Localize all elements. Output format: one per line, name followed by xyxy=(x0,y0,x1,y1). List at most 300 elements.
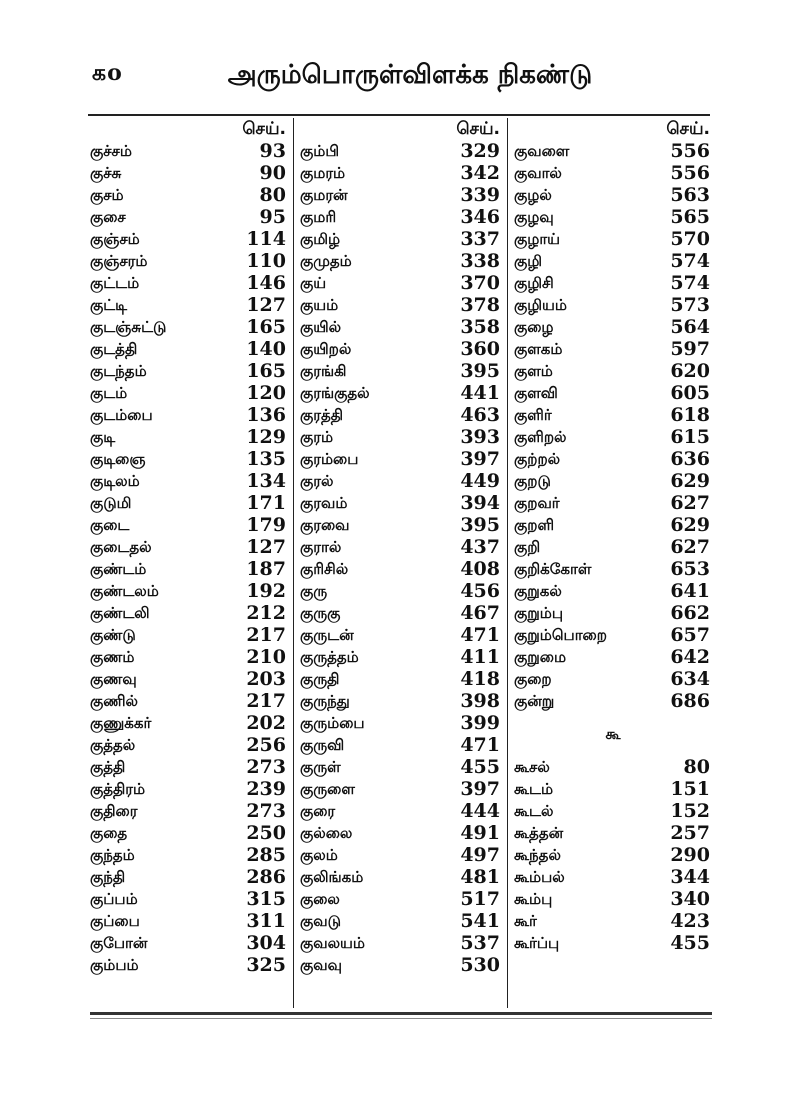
entry-verse-number: 398 xyxy=(460,690,500,712)
entry-verse-number: 455 xyxy=(460,756,500,778)
entry-verse-number: 418 xyxy=(460,668,500,690)
entry-verse-number: 342 xyxy=(460,162,500,184)
entry-verse-number: 340 xyxy=(670,888,710,910)
entry-word: குத்தல் xyxy=(90,736,136,754)
entry-word: குவடு xyxy=(300,912,341,930)
index-entry xyxy=(90,580,288,602)
entry-verse-number: 95 xyxy=(259,206,286,228)
entry-verse-number: 686 xyxy=(670,690,710,712)
entry-word: குவால் xyxy=(514,164,562,182)
entry-word: குண்டம் xyxy=(90,560,147,578)
entry-word: குமரன் xyxy=(300,186,348,204)
top-rule xyxy=(88,114,710,116)
entry-word: குலை xyxy=(300,890,340,908)
index-entry xyxy=(300,734,502,756)
entry-word: குருகு xyxy=(300,604,341,622)
entry-verse-number: 90 xyxy=(259,162,286,184)
index-entry xyxy=(90,624,288,646)
index-entry xyxy=(300,492,502,514)
entry-verse-number: 140 xyxy=(246,338,286,360)
entry-word: குருவி xyxy=(300,736,345,754)
entry-word: குறை xyxy=(514,670,552,688)
index-entry xyxy=(514,382,712,404)
index-entry xyxy=(300,580,502,602)
entry-verse-number: 399 xyxy=(460,712,500,734)
entry-verse-number: 217 xyxy=(246,624,286,646)
index-entry xyxy=(90,690,288,712)
index-entry xyxy=(300,184,502,206)
page-title: அரும்பொருள்விளக்க நிகண்டு xyxy=(227,60,593,90)
entry-word: குச்சு xyxy=(90,164,122,182)
entry-word: குறிக்கோள் xyxy=(514,560,592,578)
index-entry xyxy=(514,426,712,448)
entry-verse-number: 556 xyxy=(670,162,710,184)
entry-word: குத்திரம் xyxy=(90,780,146,798)
index-entry xyxy=(300,272,502,294)
index-entry xyxy=(90,778,288,800)
index-entry xyxy=(90,756,288,778)
entry-word: குளகம் xyxy=(514,340,563,358)
index-entry xyxy=(514,668,712,690)
index-entry xyxy=(90,404,288,426)
entry-verse-number: 563 xyxy=(670,184,710,206)
entry-word: கூர் xyxy=(514,912,537,930)
entry-verse-number: 171 xyxy=(246,492,286,514)
entry-verse-number: 397 xyxy=(460,778,500,800)
entry-verse-number: 304 xyxy=(246,932,286,954)
entry-word: குரங்கி xyxy=(300,362,347,380)
index-entry xyxy=(300,338,502,360)
index-entry xyxy=(90,294,288,316)
entry-word: கும்பம் xyxy=(90,956,139,974)
index-entry xyxy=(300,360,502,382)
entry-verse-number: 93 xyxy=(259,140,286,162)
entry-word: குடந்தம் xyxy=(90,362,147,380)
index-entry xyxy=(514,558,712,580)
entry-word: குச்சம் xyxy=(90,142,132,160)
entry-verse-number: 273 xyxy=(246,756,286,778)
entry-verse-number: 471 xyxy=(460,734,500,756)
entry-verse-number: 411 xyxy=(460,646,500,668)
entry-word: குருடன் xyxy=(300,626,354,644)
index-entry xyxy=(300,514,502,536)
entry-verse-number: 642 xyxy=(670,646,710,668)
index-entry xyxy=(300,800,502,822)
entry-word: குரும்பை xyxy=(300,714,365,732)
entry-verse-number: 179 xyxy=(246,514,286,536)
index-entry xyxy=(90,360,288,382)
entry-word: குரம்பை xyxy=(300,450,359,468)
entry-verse-number: 397 xyxy=(460,448,500,470)
entry-word: குடிஞை xyxy=(90,450,146,468)
entry-verse-number: 634 xyxy=(670,668,710,690)
entry-verse-number: 449 xyxy=(460,470,500,492)
entry-verse-number: 574 xyxy=(670,272,710,294)
entry-word: குருத்தம் xyxy=(300,648,359,666)
entry-word: குரால் xyxy=(300,538,342,556)
entry-verse-number: 129 xyxy=(246,426,286,448)
index-entry xyxy=(514,360,712,382)
entry-word: குருந்து xyxy=(300,692,350,710)
entry-word: குயிறல் xyxy=(300,340,352,358)
index-entry xyxy=(90,140,288,162)
entry-verse-number: 212 xyxy=(246,602,286,624)
index-entry xyxy=(90,206,288,228)
entry-verse-number: 256 xyxy=(246,734,286,756)
entry-verse-number: 127 xyxy=(246,536,286,558)
column-divider xyxy=(293,118,294,1008)
entry-verse-number: 286 xyxy=(246,866,286,888)
entry-verse-number: 573 xyxy=(670,294,710,316)
entry-word: குருளை xyxy=(300,780,355,798)
entry-verse-number: 467 xyxy=(460,602,500,624)
entry-verse-number: 210 xyxy=(246,646,286,668)
entry-verse-number: 456 xyxy=(460,580,500,602)
entry-word: குறும்பொறை xyxy=(514,626,607,644)
entry-word: குரிசில் xyxy=(300,560,349,578)
entry-word: குளம் xyxy=(514,362,553,380)
index-column-2 xyxy=(300,118,502,1008)
entry-verse-number: 657 xyxy=(670,624,710,646)
index-entry xyxy=(514,184,712,206)
index-entry xyxy=(90,668,288,690)
index-entry xyxy=(300,844,502,866)
index-entry xyxy=(514,580,712,602)
entry-verse-number: 136 xyxy=(246,404,286,426)
entry-verse-number: 370 xyxy=(460,272,500,294)
entry-word: குழாய் xyxy=(514,230,561,248)
index-entry xyxy=(90,272,288,294)
entry-word: குழல் xyxy=(514,186,552,204)
index-entry xyxy=(90,184,288,206)
entry-verse-number: 273 xyxy=(246,800,286,822)
entry-verse-number: 80 xyxy=(259,184,286,206)
entry-verse-number: 80 xyxy=(683,756,710,778)
entry-word: குரை xyxy=(300,802,336,820)
entry-verse-number: 565 xyxy=(670,206,710,228)
index-entry xyxy=(514,778,712,800)
entry-word: குணம் xyxy=(90,648,135,666)
entry-verse-number: 463 xyxy=(460,404,500,426)
index-entry xyxy=(90,844,288,866)
index-entry xyxy=(90,250,288,272)
index-entry xyxy=(300,624,502,646)
entry-verse-number: 408 xyxy=(460,558,500,580)
index-entry xyxy=(514,602,712,624)
entry-word: குன்று xyxy=(514,692,555,710)
index-entry xyxy=(90,162,288,184)
entry-word: குளிறல் xyxy=(514,428,567,446)
entry-verse-number: 202 xyxy=(246,712,286,734)
entry-verse-number: 315 xyxy=(246,888,286,910)
entry-word: குடம்பை xyxy=(90,406,153,424)
entry-verse-number: 541 xyxy=(460,910,500,932)
entry-word: குளவி xyxy=(514,384,558,402)
entry-word: குட்டி xyxy=(90,296,128,314)
index-entry xyxy=(90,712,288,734)
entry-verse-number: 517 xyxy=(460,888,500,910)
index-entry xyxy=(514,932,712,954)
entry-verse-number: 471 xyxy=(460,624,500,646)
entry-word: குறும்பு xyxy=(514,604,564,622)
index-entry xyxy=(90,910,288,932)
entry-word: குடை xyxy=(90,516,130,534)
entry-verse-number: 192 xyxy=(246,580,286,602)
entry-word: குருள் xyxy=(300,758,341,776)
entry-word: குயில் xyxy=(300,318,342,336)
entry-word: குப்பை xyxy=(90,912,140,930)
entry-verse-number: 564 xyxy=(670,316,710,338)
entry-verse-number: 497 xyxy=(460,844,500,866)
entry-word: குதிரை xyxy=(90,802,138,820)
entry-word: குலம் xyxy=(300,846,338,864)
entry-word: குற்றல் xyxy=(514,450,561,468)
index-entry xyxy=(300,140,502,162)
entry-word: குமிழ் xyxy=(300,230,341,248)
entry-word: குமரம் xyxy=(300,164,346,182)
entry-word: குவளை xyxy=(514,142,570,160)
entry-verse-number: 151 xyxy=(670,778,710,800)
entry-verse-number: 530 xyxy=(460,954,500,976)
column-divider xyxy=(507,118,508,1008)
entry-word: குடி xyxy=(90,428,116,446)
index-entry xyxy=(90,734,288,756)
entry-verse-number: 395 xyxy=(460,514,500,536)
entry-verse-number: 629 xyxy=(670,470,710,492)
entry-verse-number: 615 xyxy=(670,426,710,448)
index-entry xyxy=(90,954,288,976)
entry-verse-number: 662 xyxy=(670,602,710,624)
entry-verse-number: 423 xyxy=(670,910,710,932)
entry-word: குருதி xyxy=(300,670,340,688)
index-entry xyxy=(90,866,288,888)
index-entry xyxy=(300,426,502,448)
entry-word: குண்டலம் xyxy=(90,582,159,600)
index-entry xyxy=(300,536,502,558)
index-entry xyxy=(514,690,712,712)
entry-word: குறவர் xyxy=(514,494,560,512)
entry-word: குபோன் xyxy=(90,934,148,952)
entry-word: குவவு xyxy=(300,956,342,974)
index-entry xyxy=(90,492,288,514)
index-entry xyxy=(514,866,712,888)
column-header: செய். xyxy=(242,119,286,139)
entry-word: குறடு xyxy=(514,472,551,490)
index-entry xyxy=(300,294,502,316)
entry-verse-number: 134 xyxy=(246,470,286,492)
entry-verse-number: 344 xyxy=(670,866,710,888)
column-header: செய். xyxy=(666,119,710,139)
index-entry xyxy=(300,162,502,184)
index-entry xyxy=(300,910,502,932)
index-entry xyxy=(514,470,712,492)
entry-word: குலிங்கம் xyxy=(300,868,364,886)
entry-verse-number: 257 xyxy=(670,822,710,844)
index-entry xyxy=(514,910,712,932)
index-entry xyxy=(300,228,502,250)
entry-verse-number: 597 xyxy=(670,338,710,360)
entry-word: கூடம் xyxy=(514,780,554,798)
index-entry xyxy=(300,470,502,492)
index-entry xyxy=(300,822,502,844)
entry-word: குழியம் xyxy=(514,296,567,314)
entry-verse-number: 556 xyxy=(670,140,710,162)
entry-verse-number: 358 xyxy=(460,316,500,338)
index-entry xyxy=(300,866,502,888)
entry-verse-number: 378 xyxy=(460,294,500,316)
entry-word: குரத்தி xyxy=(300,406,344,424)
entry-word: குறுகல் xyxy=(514,582,562,600)
entry-word: குஞ்சரம் xyxy=(90,252,148,270)
entry-verse-number: 570 xyxy=(670,228,710,250)
entry-verse-number: 325 xyxy=(246,954,286,976)
entry-word: குவலயம் xyxy=(300,934,365,952)
entry-verse-number: 203 xyxy=(246,668,286,690)
entry-verse-number: 627 xyxy=(670,536,710,558)
index-entry xyxy=(300,712,502,734)
entry-word: குடத்தி xyxy=(90,340,138,358)
index-entry xyxy=(300,954,502,976)
entry-word: குறுமை xyxy=(514,648,567,666)
entry-verse-number: 641 xyxy=(670,580,710,602)
entry-verse-number: 653 xyxy=(670,558,710,580)
index-entry xyxy=(90,646,288,668)
column-header: செய். xyxy=(456,119,500,139)
index-entry xyxy=(514,338,712,360)
entry-verse-number: 395 xyxy=(460,360,500,382)
entry-word: குயம் xyxy=(300,296,339,314)
index-entry xyxy=(514,800,712,822)
entry-word: குழவு xyxy=(514,208,554,226)
entry-verse-number: 339 xyxy=(460,184,500,206)
entry-word: கூசல் xyxy=(514,758,550,776)
entry-word: கூத்தன் xyxy=(514,824,564,842)
entry-word: குண்டலி xyxy=(90,604,150,622)
entry-verse-number: 393 xyxy=(460,426,500,448)
entry-verse-number: 636 xyxy=(670,448,710,470)
entry-word: குரல் xyxy=(300,472,334,490)
entry-word: குடிலம் xyxy=(90,472,140,490)
entry-word: குரங்குதல் xyxy=(300,384,370,402)
entry-verse-number: 491 xyxy=(460,822,500,844)
entry-word: குடைதல் xyxy=(90,538,152,556)
index-entry xyxy=(300,932,502,954)
index-entry xyxy=(514,206,712,228)
entry-verse-number: 605 xyxy=(670,382,710,404)
entry-verse-number: 329 xyxy=(460,140,500,162)
entry-verse-number: 110 xyxy=(246,250,286,272)
entry-verse-number: 311 xyxy=(246,910,286,932)
entry-verse-number: 165 xyxy=(246,316,286,338)
entry-verse-number: 437 xyxy=(460,536,500,558)
entry-verse-number: 285 xyxy=(246,844,286,866)
entry-word: குண்டு xyxy=(90,626,136,644)
index-entry xyxy=(300,756,502,778)
bottom-rule-thin xyxy=(90,1018,712,1019)
index-entry xyxy=(90,470,288,492)
index-entry xyxy=(300,558,502,580)
entry-verse-number: 629 xyxy=(670,514,710,536)
index-entry xyxy=(90,448,288,470)
index-entry xyxy=(90,888,288,910)
entry-word: குழிசி xyxy=(514,274,554,292)
index-entry xyxy=(514,294,712,316)
entry-verse-number: 627 xyxy=(670,492,710,514)
index-entry xyxy=(514,888,712,910)
section-heading: கூ xyxy=(605,725,621,743)
index-entry xyxy=(90,536,288,558)
index-entry xyxy=(300,646,502,668)
index-entry xyxy=(514,162,712,184)
entry-verse-number: 250 xyxy=(246,822,286,844)
index-entry xyxy=(300,602,502,624)
entry-verse-number: 187 xyxy=(246,558,286,580)
entry-verse-number: 114 xyxy=(246,228,286,250)
entry-verse-number: 394 xyxy=(460,492,500,514)
index-entry xyxy=(300,690,502,712)
entry-verse-number: 239 xyxy=(246,778,286,800)
entry-verse-number: 444 xyxy=(460,800,500,822)
index-entry xyxy=(514,756,712,778)
entry-word: குடுமி xyxy=(90,494,132,512)
index-entry xyxy=(300,888,502,910)
index-entry xyxy=(514,228,712,250)
index-entry xyxy=(514,316,712,338)
entry-word: குமரி xyxy=(300,208,337,226)
index-entry xyxy=(300,250,502,272)
entry-word: குணுக்கர் xyxy=(90,714,152,732)
index-entry xyxy=(90,426,288,448)
entry-word: குய் xyxy=(300,274,327,292)
index-entry xyxy=(90,822,288,844)
entry-word: கூம்பு xyxy=(514,890,553,908)
index-entry xyxy=(514,844,712,866)
index-entry xyxy=(90,382,288,404)
entry-verse-number: 481 xyxy=(460,866,500,888)
index-entry xyxy=(300,382,502,404)
entry-word: குடஞ்சுட்டு xyxy=(90,318,167,336)
index-entry xyxy=(514,404,712,426)
entry-verse-number: 120 xyxy=(246,382,286,404)
index-entry xyxy=(514,646,712,668)
index-entry xyxy=(90,316,288,338)
entry-verse-number: 217 xyxy=(246,690,286,712)
index-entry xyxy=(300,448,502,470)
entry-word: குஞ்சம் xyxy=(90,230,140,248)
index-entry xyxy=(90,558,288,580)
entry-verse-number: 618 xyxy=(670,404,710,426)
index-entry xyxy=(514,536,712,558)
entry-word: குளிர் xyxy=(514,406,552,424)
index-entry xyxy=(300,668,502,690)
entry-verse-number: 146 xyxy=(246,272,286,294)
entry-verse-number: 290 xyxy=(670,844,710,866)
entry-word: குரவை xyxy=(300,516,350,534)
entry-word: குதை xyxy=(90,824,128,842)
page-number: கo xyxy=(92,60,123,86)
index-entry xyxy=(90,228,288,250)
entry-word: குழை xyxy=(514,318,554,336)
entry-word: குறளி xyxy=(514,516,555,534)
entry-verse-number: 165 xyxy=(246,360,286,382)
bottom-rule xyxy=(90,1012,712,1015)
index-column-1 xyxy=(90,118,288,1008)
index-entry xyxy=(514,140,712,162)
entry-word: குறி xyxy=(514,538,541,556)
entry-word: குமுதம் xyxy=(300,252,352,270)
entry-verse-number: 360 xyxy=(460,338,500,360)
entry-verse-number: 338 xyxy=(460,250,500,272)
